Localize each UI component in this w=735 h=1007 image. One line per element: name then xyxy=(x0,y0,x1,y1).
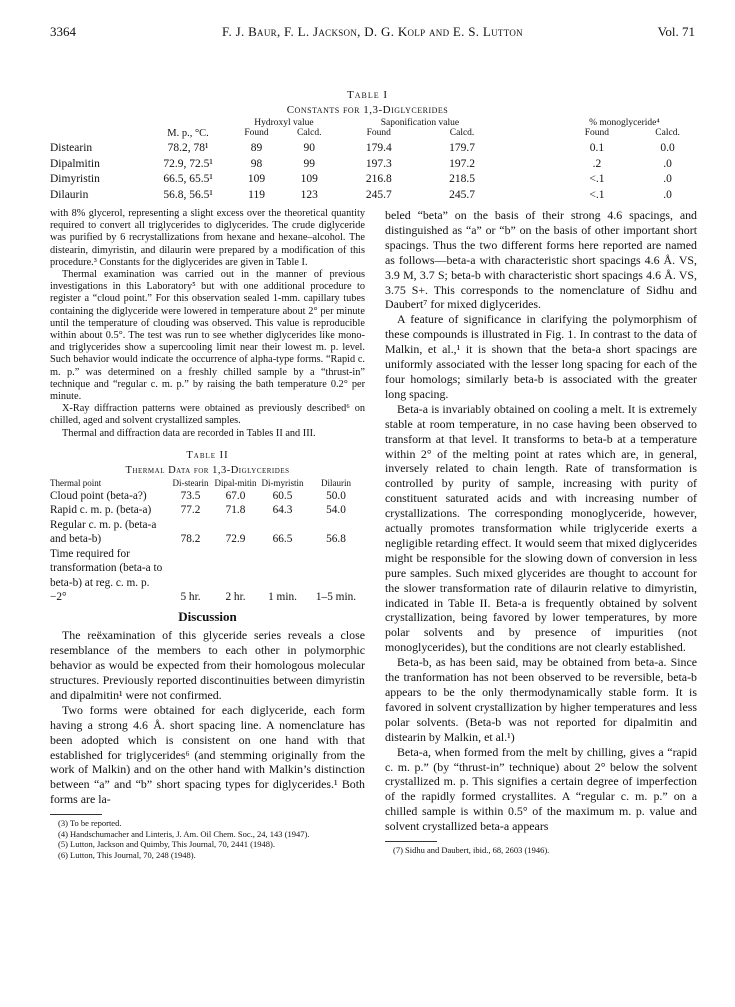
right-column xyxy=(385,208,697,856)
table1-subheader: Found xyxy=(244,128,269,138)
table-row xyxy=(50,503,365,518)
cell: 99 xyxy=(303,157,315,170)
table1-title: Constants for 1,3-Diglycerides xyxy=(286,104,449,116)
table1-group-header: % monoglyceride⁴ xyxy=(589,118,660,128)
cell: 77.2 xyxy=(180,504,201,517)
compound-name: Dipalmitin xyxy=(50,157,100,170)
table2 xyxy=(50,479,365,605)
cell: 72.9 xyxy=(225,533,246,546)
paragraph: Thermal and diffraction data are recorded in Tables II and III. xyxy=(62,427,316,439)
table2-header: Di-myristin xyxy=(261,478,304,489)
paragraph: Beta-a is invariably obtained on cooling a melt. It is extremely stable at room temperature, in no case having been observed to transform at that level. It transforms to beta-b at a temperature within 2° of the melting point at rates which are, in general, inversely related to chain length. Rate of transformation is controlled by purity of sample, increasing with purity of constituent saturated acids and with increasing number of crystallizations. The corresponding monoglyceride, however, actually promotes transformation while triglyceride exerts a negligible retarding effect. It would seem that mixed diglycerides might be responsible for the slowing down of conversion in less pure samples. Such mixed glycerides are thought to account for the slower transformation rate of dilaurin relative to dimyristin, indicated in Table II. Beta-a is frequently obtained by solvent crystallization, being favored by lower temperatures, by more polar solvents and by presence of impurities (not monoglycerides), but the conditions are not clearly established. xyxy=(385,401,697,655)
table2-header: Dipal-mitin xyxy=(214,478,257,489)
footnotes xyxy=(50,818,365,860)
row-label: Cloud point (beta-a?) xyxy=(50,489,147,502)
table2-caption: Table II xyxy=(186,449,229,461)
paragraph: The reëxamination of this glyceride series reveals a close resemblance of the members to each other in polymorphic behavior as would be expected from their homologous molecular structures. Previously reported discontinuities between dimyristin and dipalmitin¹ were not confirmed. xyxy=(50,628,365,702)
table1-caption: Table I xyxy=(346,89,389,101)
paragraph: Beta-a, when formed from the melt by chilling, gives a “rapid c. m. p.” (by “thrust-in” technique) about 2° below the solvent crystallized m. p. This signifies a certain degree of imperfection of the rapidly formed crystallites. A “regular c. m. p.” on a chilled sample is within 0.5° of the maximum m. p. value and solvent crystallized beta-a appears xyxy=(385,744,697,834)
volume: Vol. 71 xyxy=(657,24,695,39)
cell: 197.2 xyxy=(449,157,475,170)
footnote-rule xyxy=(385,841,437,842)
table1-subheader: Calcd. xyxy=(449,128,475,138)
cell: <.1 xyxy=(589,188,605,201)
cell: 2 hr. xyxy=(225,591,246,604)
table1-subheader: Found xyxy=(366,128,391,138)
table2-title: Thermal Data for 1,3-Diglycerides xyxy=(125,465,290,477)
footnote: (7) Sidhu and Daubert, ibid., 68, 2603 (1946). xyxy=(393,845,550,856)
cell: 54.0 xyxy=(326,504,346,517)
cell: 245.7 xyxy=(365,188,392,201)
section-heading: Discussion xyxy=(178,608,237,624)
cell: .0 xyxy=(663,157,672,170)
compound-name: Distearin xyxy=(50,142,93,154)
table2-header: Dilaurin xyxy=(321,478,351,489)
cell: 119 xyxy=(248,188,265,201)
table-row xyxy=(50,518,365,547)
authors: F. J. Baur, F. L. Jackson, D. G. Kolp and E. S. Lutton xyxy=(222,24,523,39)
table1-subheader: Calcd. xyxy=(655,128,680,138)
cell: 67.0 xyxy=(225,489,246,502)
cell: 218.5 xyxy=(449,173,475,185)
cell: 66.5 xyxy=(272,533,293,546)
paragraph: X-Ray diffraction patterns were obtained as previously described⁶ on chilled, aged and solvent crystallized samples. xyxy=(50,403,365,427)
cell: 1–5 min. xyxy=(315,591,357,604)
cell: .0 xyxy=(663,173,672,185)
footnote: (6) Lutton, This Journal, 70, 248 (1948). xyxy=(58,849,196,860)
paragraph: A feature of significance in clarifying the polymorphism of these compounds is illustrated in Fig. 1. In contrast to the data of Malkin, et al.,¹ it is shown that the beta-a short spacings are uniformly associated with the lesser long spacing for each of the four homologs; similarly beta-b is associated with the greater long spacing. xyxy=(385,312,697,401)
table1-subheader: Found xyxy=(584,128,610,138)
table1-subheader: Calcd. xyxy=(296,128,322,138)
cell: 245.7 xyxy=(449,188,475,201)
row-label: Rapid c. m. p. (beta-a) xyxy=(50,504,152,517)
cell: 98 xyxy=(250,157,263,170)
cell: 123 xyxy=(300,188,318,201)
table1 xyxy=(50,118,695,203)
cell: 60.5 xyxy=(272,489,293,502)
cell: 73.5 xyxy=(180,489,201,502)
cell: 216.8 xyxy=(365,173,392,185)
cell: 50.0 xyxy=(326,489,346,502)
cell: 78.2 xyxy=(180,533,201,546)
table-row xyxy=(50,489,365,504)
paragraph: with 8% glycerol, representing a slight excess over the theoretical quantity required to convert all triglycerides to diglycerides. The crude diglyceride was purified by 6 recrystallizations from hexane and hexane–alcohol. The distearin, dimyristin, and dilaurin were prepared by a modification of this procedure.³ Constants for the diglycerides are given in Table I. xyxy=(50,208,365,268)
footnote: (5) Lutton, Jackson and Quimby, This Journal, 70, 2441 (1948). xyxy=(58,839,275,850)
melting-point: 56.8, 56.5¹ xyxy=(163,188,213,201)
cell: 71.8 xyxy=(225,504,246,517)
table-row xyxy=(50,157,695,173)
table-row xyxy=(50,141,695,157)
cell: 0.0 xyxy=(660,142,675,154)
compound-name: Dimyristin xyxy=(50,173,100,185)
row-label: Time required for transformation (beta-a to beta-b) at reg. c. m. p. −2° xyxy=(50,547,163,604)
cell: .2 xyxy=(592,157,602,170)
cell: 109 xyxy=(300,173,318,185)
cell: 56.8 xyxy=(326,533,346,546)
table1-group-header: Saponification value xyxy=(380,118,460,128)
paragraph: beled “beta” on the basis of their strong 4.6 spacings, and distinguished as “a” or “b” on the basis of other important short spacings. Thus the two different forms here reported are named as follows—beta-a with characteristic short spacings 4.6 Å. VS, 3.9 M, 3.7 S; beta-b with characteristic short spacings 4.6 Å. VS, 3.75 S+. This corresponds to the nomenclature of Sidhu and Daubert⁷ for mixed diglycerides. xyxy=(385,208,697,312)
cell: 109 xyxy=(247,173,266,185)
cell: 0.1 xyxy=(589,142,605,154)
cell: 1 min. xyxy=(268,591,297,604)
footnote: (4) Handschumacher and Linteris, J. Am. Oil Chem. Soc., 24, 143 (1947). xyxy=(58,828,310,839)
cell: 89 xyxy=(250,142,263,154)
melting-point: 78.2, 78¹ xyxy=(167,142,209,154)
running-header xyxy=(50,24,695,44)
cell: 90 xyxy=(303,142,315,154)
cell: .0 xyxy=(663,188,672,201)
table1-header-mp: M. p., °C. xyxy=(167,128,209,139)
row-label: Regular c. m. p. (beta-a and beta-b) xyxy=(50,518,157,546)
footnotes xyxy=(385,845,697,856)
footnote-rule xyxy=(50,814,102,815)
footnote: (3) To be reported. xyxy=(58,818,122,829)
cell: 197.3 xyxy=(365,157,392,170)
cell: 5 hr. xyxy=(180,591,201,604)
paragraph: Beta-b, as has been said, may be obtained from beta-a. Since the tranformation has not been observed to be reversible, beta-b appears to be the only thermodynamically stable form. It is favored in solvent crystallization by higher temperatures and less polar solvents. (Beta-b was not reported for dipalmitin and distearin by Malkin, et al.¹) xyxy=(385,655,697,744)
table2-header: Di-stearin xyxy=(172,478,209,489)
paragraph: Thermal examination was carried out in the manner of previous investigations in this Laboratory⁵ but with one additional procedure to register a “cloud point.” For this observation sealed 1-mm. capillary tubes containing the diglyceride were lowered in temperature about 2° per minute until the temperature of clouding was observed. This value is reproducible within about 0.5°. The test was run to see whether diglycerides like mono- and triglycerides show a supercooling limit near their lowest m. p. level. Such behavior would indicate the occurrence of alpha-type forms. “Rapid c. m. p.” was determined on a freshly chilled sample by a “thrust-in” technique and “regular c. m. p.” by raising the bath temperature 0.2° per minute. xyxy=(50,269,365,403)
melting-point: 72.9, 72.5¹ xyxy=(163,157,213,170)
melting-point: 66.5, 65.5¹ xyxy=(163,173,213,185)
left-column xyxy=(50,208,365,861)
table-row xyxy=(50,172,695,188)
table-row xyxy=(50,188,695,204)
table1-group-header: Hydroxyl value xyxy=(254,118,314,128)
cell: 179.7 xyxy=(449,142,475,154)
table2-header: Thermal point xyxy=(50,478,102,489)
paragraph: Two forms were obtained for each diglyceride, each form having a strong 4.6 Å. short spacing line. A nomenclature has been adopted which is consistent on one hand with that established for triglycerides⁶ (and stemming originally from the work of Malkin) and on the other hand with Malkin’s distinction between “a” and “b” short spacing types for diglycerides.¹ Both forms are la- xyxy=(50,702,365,807)
compound-name: Dilaurin xyxy=(50,188,89,201)
page-number: 3364 xyxy=(50,24,76,39)
cell: <.1 xyxy=(589,173,605,185)
cell: 179.4 xyxy=(365,142,392,154)
table-row xyxy=(50,547,365,605)
cell: 64.3 xyxy=(272,504,293,517)
